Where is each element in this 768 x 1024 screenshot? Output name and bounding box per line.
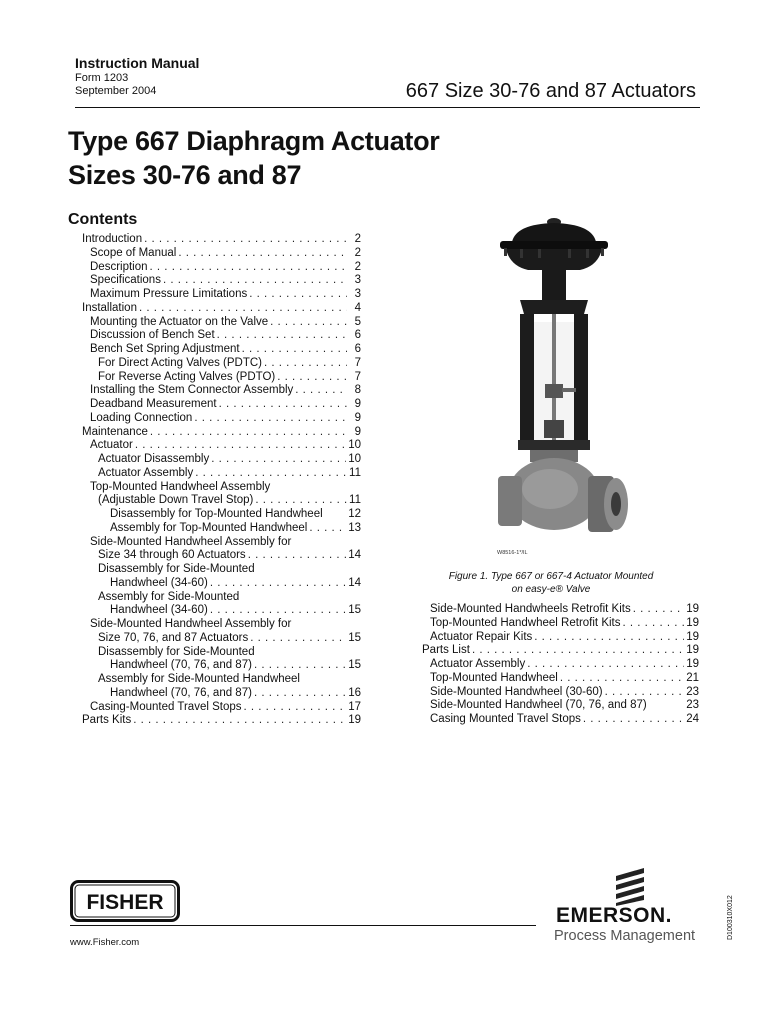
toc-entry-page: 2 <box>354 233 361 245</box>
toc-entry-page: 10 <box>348 453 361 465</box>
toc-entry-page: 19 <box>686 630 699 643</box>
toc-entry[interactable] <box>82 536 361 550</box>
toc-entry[interactable] <box>82 591 361 605</box>
yoke-neck <box>542 270 566 300</box>
toc-leader <box>254 687 346 701</box>
toc-entry-title: Handwheel (70, 76, and 87) <box>110 686 252 699</box>
travel-indicator <box>562 388 576 392</box>
toc-leader <box>195 467 347 481</box>
packing-nut <box>544 420 564 438</box>
toc-entry-page: 19 <box>686 644 699 657</box>
toc-entry-title: Scope of Manual <box>90 246 177 259</box>
toc-entry-page: 3 <box>354 274 361 287</box>
toc-entry-page: 3 <box>354 288 361 300</box>
toc-entry[interactable] <box>82 673 361 687</box>
toc-leader <box>249 288 347 302</box>
document-running-title: 667 Size 30-76 and 87 Actuators <box>405 80 696 102</box>
toc-entry-title: Handwheel (34-60) <box>110 604 208 617</box>
toc-entry[interactable] <box>82 329 361 343</box>
document-code-text: D100310X012 <box>727 895 734 940</box>
manual-label: Instruction Manual <box>75 55 200 71</box>
toc-entry[interactable] <box>82 288 361 302</box>
toc-leader <box>623 617 685 631</box>
toc-entry[interactable] <box>82 604 361 618</box>
figure-caption <box>416 571 686 596</box>
toc-entry-title: Handwheel (34-60) <box>110 576 208 589</box>
toc-entry-title: Disassembly for Side-Mounted <box>98 645 255 658</box>
emerson-logo-icon <box>612 866 648 906</box>
toc-entry[interactable] <box>82 426 361 440</box>
yoke-leg-left <box>520 314 534 444</box>
toc-entry-page: 11 <box>349 466 361 479</box>
toc-leader <box>139 302 347 316</box>
toc-entry-page: 19 <box>686 616 699 629</box>
toc-leader <box>211 453 346 467</box>
toc-entry-title: Actuator <box>90 439 133 452</box>
toc-entry-page: 9 <box>354 425 361 438</box>
toc-entry-page: 6 <box>354 329 361 342</box>
toc-entry-title: Actuator Assembly <box>98 466 194 479</box>
toc-entry-page: 12 <box>348 508 361 520</box>
stem-connector <box>545 384 563 398</box>
toc-entry[interactable] <box>82 357 361 371</box>
toc-leader <box>560 672 684 686</box>
fisher-logo <box>70 880 180 922</box>
toc-entry-page: 8 <box>354 384 361 397</box>
bonnet-flange <box>518 440 590 450</box>
toc-entry[interactable] <box>422 603 699 617</box>
toc-leader <box>255 494 347 508</box>
toc-entry-page: 19 <box>686 603 699 615</box>
toc-entry-page: 11 <box>349 494 361 507</box>
toc-entry-page: 23 <box>686 685 699 698</box>
toc-entry[interactable] <box>82 701 361 715</box>
header-meta <box>75 55 199 98</box>
toc-entry-title: Disassembly for Side-Mounted <box>98 563 255 575</box>
toc-entry[interactable] <box>82 522 361 536</box>
toc-entry-title: Actuator Disassembly <box>98 453 210 465</box>
publication-date: September 2004 <box>75 85 157 97</box>
toc-entry[interactable] <box>82 467 361 481</box>
title-line-2: Sizes 30-76 and 87 <box>68 160 302 190</box>
toc-leader <box>144 233 347 247</box>
toc-entry[interactable] <box>82 384 361 398</box>
toc-entry-title: For Reverse Acting Valves (PDTO) <box>98 370 276 383</box>
toc-leader <box>250 632 346 646</box>
toc-leader <box>210 604 346 618</box>
toc-entry[interactable] <box>82 563 361 577</box>
toc-entry[interactable] <box>422 672 699 686</box>
toc-entry-page: 14 <box>348 576 361 589</box>
toc-entry-title: Side-Mounted Handwheel Assembly for <box>90 618 292 630</box>
toc-entry-title: For Direct Acting Valves (PDTC) <box>98 356 263 369</box>
actuator-figure <box>490 214 640 554</box>
toc-entry-title: Discussion of Bench Set <box>90 329 215 342</box>
toc-entry[interactable] <box>422 699 699 713</box>
toc-entry-page: 7 <box>354 370 361 383</box>
toc-entry[interactable] <box>82 577 361 591</box>
toc-leader <box>150 261 347 275</box>
toc-entry-page: 14 <box>348 549 361 562</box>
toc-entry-title: Parts Kits <box>82 714 132 727</box>
toc-entry-page: 7 <box>354 356 361 369</box>
yoke-top <box>520 300 588 314</box>
contents-heading: Contents <box>68 211 138 228</box>
toc-entry-page: 10 <box>348 439 361 452</box>
toc-entry-title: Description <box>90 260 148 273</box>
toc-entry-page: 9 <box>354 398 361 410</box>
toc-entry-title: Side-Mounted Handwheel (30-60) <box>430 685 603 698</box>
caption-line-1: Figure 1. Type 667 or 667-4 Actuator Mounted <box>448 571 654 582</box>
toc-entry-page: 23 <box>686 699 699 712</box>
toc-entry[interactable] <box>422 644 699 658</box>
toc-entry[interactable] <box>422 713 699 727</box>
toc-entry[interactable] <box>82 247 361 261</box>
toc-entry[interactable] <box>82 316 361 330</box>
toc-entry-page: 6 <box>354 343 361 355</box>
toc-entry[interactable] <box>82 274 361 288</box>
emerson-subtitle: Process Management <box>554 928 696 944</box>
toc-entry[interactable] <box>82 632 361 646</box>
toc-entry-title: Top-Mounted Handwheel Assembly <box>90 480 271 493</box>
toc-entry-page: 5 <box>354 315 361 328</box>
toc-entry-page: 21 <box>686 671 699 684</box>
toc-entry-page: 24 <box>686 713 699 725</box>
toc-leader <box>309 522 346 536</box>
toc-entry-page: 17 <box>348 700 361 713</box>
form-number: Form 1203 <box>75 72 129 84</box>
toc-entry-page: 15 <box>348 659 361 672</box>
toc-leader <box>248 549 347 563</box>
toc-entry-title: Installing the Stem Connector Assembly <box>90 384 294 397</box>
toc-leader <box>254 659 346 673</box>
toc-entry-page: 16 <box>348 686 361 699</box>
document-code <box>727 880 737 940</box>
toc-entry-title: Installation <box>82 301 137 314</box>
toc-entry-page: 15 <box>348 604 361 617</box>
yoke-leg-right <box>574 314 588 444</box>
website-url: www.Fisher.com <box>70 937 140 948</box>
figure-code: W8516-1*/IL <box>497 550 528 556</box>
toc-entry-title: Size 34 through 60 Actuators <box>98 549 246 562</box>
toc-entry-title: (Adjustable Down Travel Stop) <box>98 494 254 507</box>
toc-entry[interactable] <box>82 508 361 522</box>
emerson-wordmark: EMERSON. <box>556 904 673 927</box>
outlet-bore <box>611 492 621 516</box>
toc-entry-title: Bench Set Spring Adjustment <box>90 343 240 355</box>
toc-leader <box>135 439 346 453</box>
toc-entry-title: Deadband Measurement <box>90 398 217 410</box>
toc-entry[interactable] <box>422 617 699 631</box>
toc-leader <box>277 371 347 385</box>
toc-leader <box>270 316 347 330</box>
toc-leader <box>178 247 347 261</box>
toc-leader <box>210 577 346 591</box>
toc-entry-title: Top-Mounted Handwheel <box>430 671 558 684</box>
toc-leader <box>295 384 347 398</box>
toc-entry[interactable] <box>82 371 361 385</box>
toc-leader <box>264 357 347 371</box>
toc-entry-page: 9 <box>354 411 361 424</box>
toc-entry-page: 19 <box>686 658 699 670</box>
toc-entry-title: Handwheel (70, 76, and 87) <box>110 659 252 672</box>
toc-entry-title: Assembly for Top-Mounted Handwheel <box>110 521 308 534</box>
toc-entry-page: 2 <box>354 246 361 259</box>
toc-entry[interactable] <box>82 549 361 563</box>
footer-divider <box>70 925 536 926</box>
toc-entry-title: Side-Mounted Handwheel Assembly for <box>90 535 292 548</box>
toc-entry-title: Casing-Mounted Travel Stops <box>90 700 242 713</box>
toc-leader <box>534 631 684 645</box>
toc-entry[interactable] <box>422 658 699 672</box>
toc-entry[interactable] <box>422 686 699 700</box>
toc-left-column <box>82 233 361 728</box>
toc-entry-title: Casing Mounted Travel Stops <box>430 713 581 725</box>
toc-leader <box>244 701 347 715</box>
toc-entry-title: Mounting the Actuator on the Valve <box>90 315 269 328</box>
toc-entry-title: Assembly for Side-Mounted <box>98 590 240 603</box>
toc-entry-page: 19 <box>348 714 361 727</box>
toc-entry[interactable] <box>82 646 361 660</box>
toc-entry-title: Size 70, 76, and 87 Actuators <box>98 631 249 644</box>
toc-entry-title: Assembly for Side-Mounted Handwheel <box>98 673 300 685</box>
toc-entry-title: Maximum Pressure Limitations <box>90 288 248 300</box>
toc-leader <box>217 329 347 343</box>
toc-entry[interactable] <box>82 453 361 467</box>
fisher-logo-text: FISHER <box>86 891 164 914</box>
casing-flange <box>500 241 608 249</box>
header-divider <box>75 107 700 108</box>
toc-leader <box>605 686 685 700</box>
toc-entry[interactable] <box>82 659 361 673</box>
caption-line-2: on easy-e® Valve <box>511 583 591 595</box>
toc-entry-title: Introduction <box>82 233 143 245</box>
toc-entry[interactable] <box>82 412 361 426</box>
toc-entry-page: 13 <box>348 521 361 534</box>
page-title <box>68 124 440 192</box>
toc-leader <box>163 274 347 288</box>
toc-leader <box>472 644 684 658</box>
toc-entry[interactable] <box>82 481 361 495</box>
toc-entry[interactable] <box>82 343 361 357</box>
toc-leader <box>133 714 346 728</box>
toc-leader <box>242 343 347 357</box>
toc-entry-title: Specifications <box>90 274 161 287</box>
toc-entry-title: Top-Mounted Handwheel Retrofit Kits <box>430 616 621 629</box>
toc-entry-title: Side-Mounted Handwheels Retrofit Kits <box>430 603 631 615</box>
toc-leader <box>583 713 684 727</box>
toc-entry-title: Disassembly for Top-Mounted Handwheel <box>110 508 323 520</box>
upper-casing <box>512 223 596 242</box>
toc-entry-page: 2 <box>354 260 361 273</box>
inlet-flange <box>498 476 522 526</box>
toc-entry[interactable] <box>82 233 361 247</box>
toc-entry[interactable] <box>82 494 361 508</box>
valve-body-highlight <box>522 469 578 509</box>
toc-leader <box>633 603 684 617</box>
toc-entry-title: Parts List <box>422 644 470 657</box>
toc-entry[interactable] <box>82 714 361 728</box>
toc-entry[interactable] <box>82 687 361 701</box>
toc-leader <box>194 412 347 426</box>
toc-entry-title: Maintenance <box>82 425 148 438</box>
toc-entry[interactable] <box>82 302 361 316</box>
toc-entry[interactable] <box>82 439 361 453</box>
toc-right-column <box>422 603 699 727</box>
toc-leader <box>527 658 684 672</box>
toc-entry-page: 4 <box>354 301 361 314</box>
toc-entry[interactable] <box>82 261 361 275</box>
toc-entry[interactable] <box>82 618 361 632</box>
toc-entry[interactable] <box>422 631 699 645</box>
toc-entry-title: Actuator Assembly <box>430 658 526 670</box>
title-line-1: Type 667 Diaphragm Actuator <box>68 126 440 156</box>
toc-entry[interactable] <box>82 398 361 412</box>
toc-leader <box>219 398 347 412</box>
toc-entry-page: 15 <box>348 631 361 644</box>
toc-entry-title: Loading Connection <box>90 411 193 424</box>
toc-leader <box>150 426 347 440</box>
toc-entry-title: Actuator Repair Kits <box>430 630 533 643</box>
toc-entry-title: Side-Mounted Handwheel (70, 76, and 87) <box>430 699 647 712</box>
